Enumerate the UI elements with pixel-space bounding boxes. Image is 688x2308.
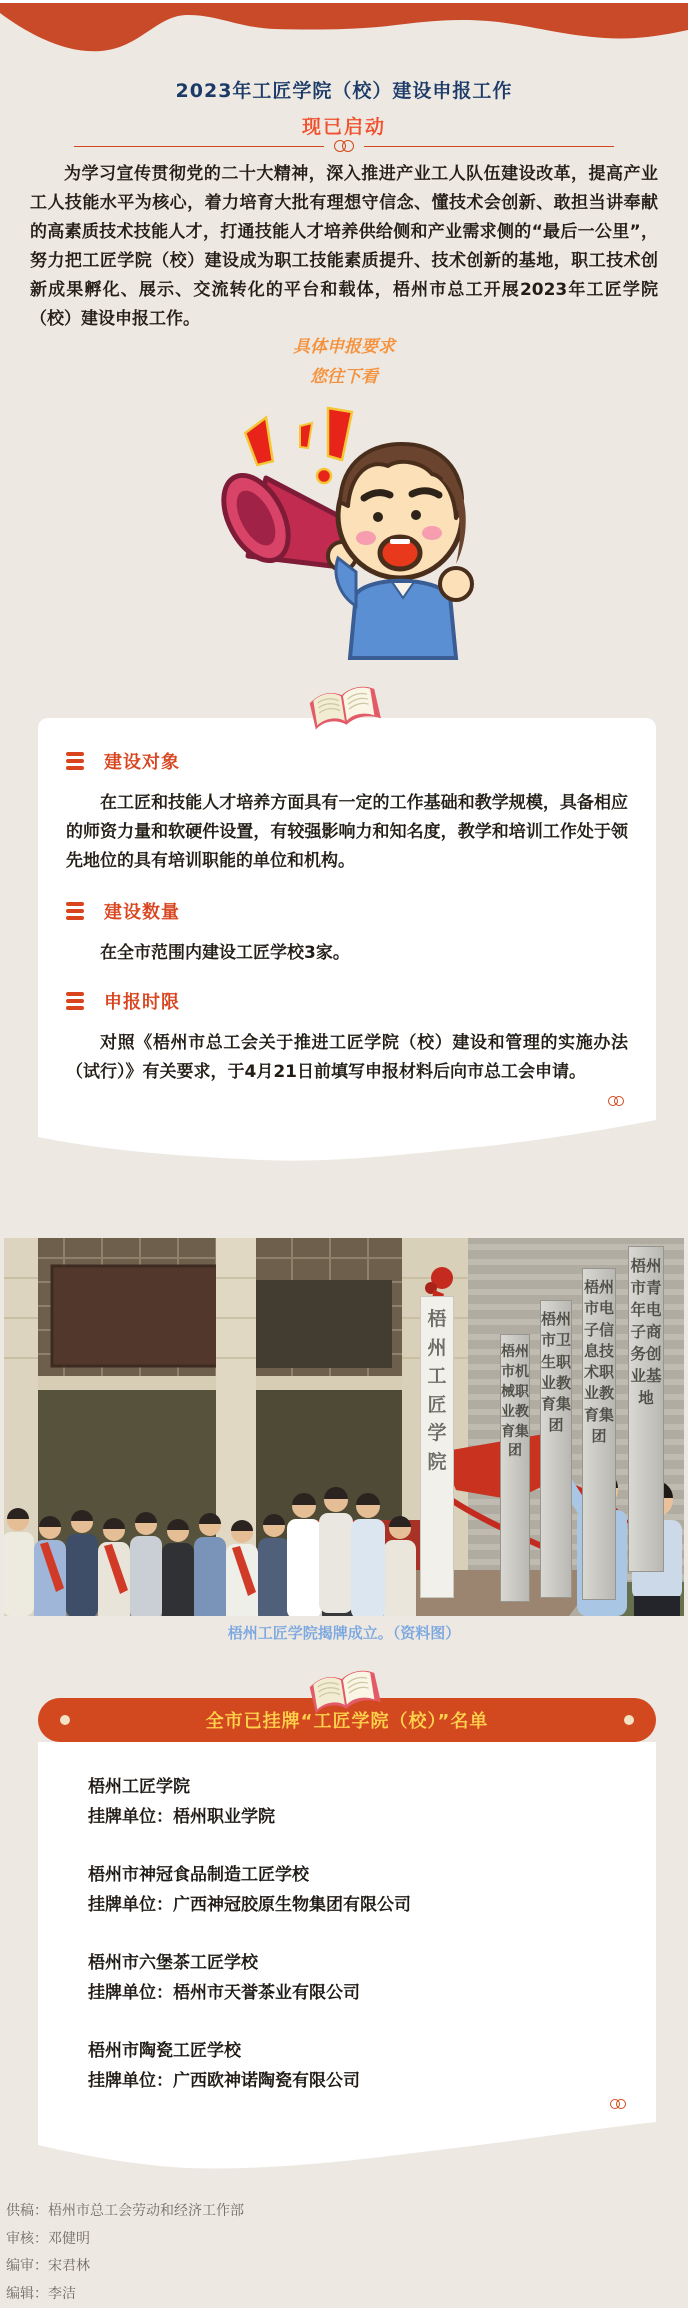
host-unit: 挂牌单位：广西欧神诺陶瓷有限公司 [88, 2071, 360, 2091]
page-title: 2023年工匠学院（校）建设申报工作 [175, 80, 513, 102]
school-name: 梧州市陶瓷工匠学校 [88, 2041, 241, 2061]
teaser-line-2: 您往下看 [310, 367, 378, 387]
sign-health-group: 梧州市卫生职业教育集团 [540, 1300, 572, 1598]
list-bars-icon [66, 752, 84, 770]
school-name: 梧州工匠学院 [88, 1777, 190, 1797]
teaser-line-1: 具体申报要求 [293, 337, 395, 357]
list-item [88, 1948, 626, 2008]
megaphone-boy-illustration [204, 398, 484, 663]
sign-eit-group: 梧州市电子信息技术职业教育集团 [582, 1268, 616, 1600]
double-ring-icon [334, 140, 354, 152]
section-body-3: 对照《梧州市总工会关于推进工匠学院（校）建设和管理的实施办法（试行）》有关要求，于4月21日前填写申报材料后向市总工会申请。 [66, 1033, 628, 1082]
list-item [88, 2036, 626, 2096]
host-unit: 挂牌单位：梧州职业学院 [88, 1807, 275, 1827]
divider-line [364, 146, 614, 147]
list-item [88, 1772, 626, 1832]
credit-line: 编辑：李洁 [6, 2285, 76, 2302]
card-bottom-wave [38, 2115, 656, 2173]
host-unit: 挂牌单位：梧州市天誉茶业有限公司 [88, 1983, 360, 2003]
photo-caption: 梧州工匠学院揭牌成立。（资料图） [227, 1624, 461, 1642]
list-item [88, 1860, 626, 1920]
teaser-text [0, 332, 688, 392]
section-title: 申报时限 [104, 991, 180, 1013]
boy [336, 444, 472, 658]
banner-dot-right [624, 1715, 634, 1725]
open-book-icon [304, 682, 384, 736]
school-name: 梧州市六堡茶工匠学校 [88, 1953, 258, 1973]
granted-list-card [38, 1742, 656, 2116]
open-book-icon [304, 1666, 384, 1720]
list-bars-icon [66, 992, 84, 1010]
banner-dot-left [60, 1715, 70, 1725]
top-wave-decoration [0, 0, 688, 62]
credit-line: 编审：宋君林 [6, 2258, 90, 2274]
section-title: 建设对象 [104, 751, 180, 773]
credits [6, 2198, 244, 2308]
intro-paragraph: 为学习宣传贯彻党的二十大精神，深入推进产业工人队伍建设改革，提高产业工人技能水平为核心，着力培育大批有理想守信念、懂技术会创新、敢担当讲奉献的高素质技术技能人才，打通技能人才培养供给侧和产业需求侧的“最后一公里”，努力把工匠学院（校）建设成为职工技能素质提升、技术创新的基地，职工技术创新成果孵化、展示、交流转化的平台和载体，梧州市总工开展2023年工匠学院（校）建设申报工作。 [30, 164, 658, 329]
host-unit: 挂牌单位：广西神冠胶原生物集团有限公司 [88, 1895, 411, 1915]
section-heading-1 [66, 748, 628, 773]
credit-line: 供稿：梧州市总工会劳动和经济工作部 [6, 2203, 244, 2219]
divider-line [74, 146, 324, 147]
section-body-2: 在全市范围内建设工匠学校3家。 [100, 943, 350, 963]
section-heading-3 [66, 988, 628, 1013]
card-bottom-wave [38, 1111, 656, 1167]
school-name: 梧州市神冠食品制造工匠学校 [88, 1865, 309, 1885]
page-subtitle: 现已启动 [301, 116, 386, 138]
ceremony-photo[interactable] [4, 1238, 684, 1616]
section-divider [0, 140, 688, 152]
banner-title: 全市已挂牌“工匠学院（校）”名单 [205, 1711, 489, 1732]
requirements-card [38, 718, 656, 1112]
sign-machinery-group: 梧州市机械职业教育集团 [500, 1334, 530, 1602]
sign-ecommerce-base: 梧州市青年电子商务创业基地 [628, 1246, 664, 1572]
section-body-1: 在工匠和技能人才培养方面具有一定的工作基础和教学规模，具备相应的师资力量和软硬件设置，有较强影响力和知名度，教学和培训工作处于领先地位的具有培训职能的单位和机构。 [66, 793, 628, 871]
list-bars-icon [66, 902, 84, 920]
sign-craftsman-college: 梧州工匠学院 [420, 1296, 454, 1598]
end-mark-icon [66, 1095, 628, 1109]
credit-line: 审核：邓健明 [6, 2230, 90, 2247]
section-heading-2 [66, 898, 628, 923]
section-title: 建设数量 [104, 901, 180, 923]
end-mark-icon [88, 2098, 626, 2112]
